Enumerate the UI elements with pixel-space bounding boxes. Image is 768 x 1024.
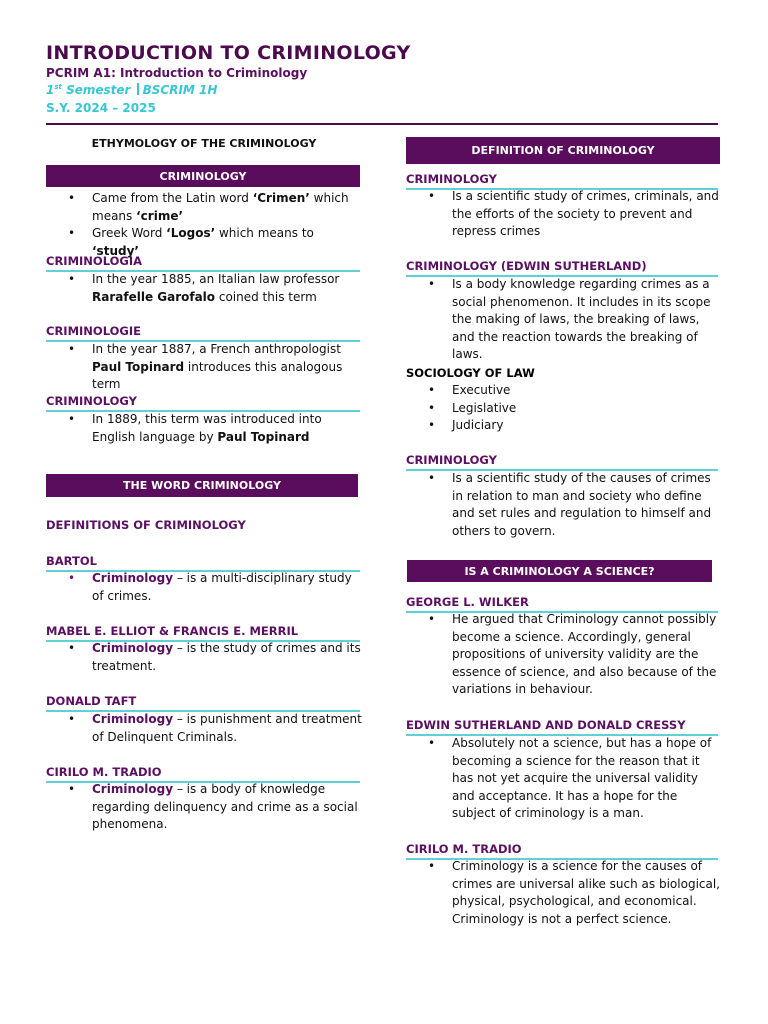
banner-is-criminology-a-science: IS A CRIMINOLOGY A SCIENCE? [407, 560, 712, 582]
section-criminology-right: CRIMINOLOGY [406, 172, 718, 190]
semester-suffix: st [54, 83, 62, 91]
criminology-right-list [406, 188, 722, 241]
list-item: • Criminology is a science for the causes of crimes are universal alike such as biological, physical, psychological, and economical. Criminology is not a perfect science. [406, 858, 722, 928]
section-george-wilker: GEORGE L. WILKER [406, 595, 718, 613]
list-item: • Is a scientific study of the causes of crimes in relation to man and society who define and set rules and regulation to himself and others to govern. [406, 470, 722, 540]
elliot-merril-list [46, 640, 362, 675]
section-criminologie: CRIMINOLOGIE [46, 324, 360, 342]
etymology-heading: ETHYMOLOGY OF THE CRIMINOLOGY [91, 137, 317, 150]
banner-the-word-criminology: THE WORD CRIMINOLOGY [46, 474, 358, 497]
semester-word: Semester [66, 83, 131, 97]
list-item: • Is a scientific study of crimes, criminals, and the efforts of the society to prevent and repress crimes [406, 188, 722, 241]
section-elliot-merril: MABEL E. ELLIOT & FRANCIS E. MERRIL [46, 624, 360, 642]
criminologia-list [46, 271, 362, 306]
list-item: • Legislative [406, 400, 722, 418]
criminologie-list [46, 341, 362, 394]
section-code: BSCRIM 1H [142, 83, 218, 97]
list-item: • He argued that Criminology cannot possibly become a science. Accordingly, general propositions of university validity are the essence of science, and also because of the variations in behaviour. [406, 611, 722, 699]
course-title: PCRIM A1: Introduction to Criminology [46, 66, 308, 80]
list-item: • Criminology – is punishment and treatment of Delinquent Criminals. [46, 711, 362, 746]
list-item: • In the year 1887, a French anthropologist Paul Topinard introduces this analogous term [46, 341, 362, 394]
list-item: • Judiciary [406, 417, 722, 435]
criminology-causes-list [406, 470, 722, 540]
section-criminologia: CRIMINOLOGIA [46, 254, 360, 272]
edwin-sutherland-list [406, 276, 722, 364]
list-item: • Is a body knowledge regarding crimes as a social phenomenon. It includes in its scope the making of laws, the breaking of laws, and the reaction towards the breaking of laws. [406, 276, 722, 364]
list-item: • Criminology – is the study of crimes and its treatment. [46, 640, 362, 675]
section-edwin-sutherland: CRIMINOLOGY (EDWIN SUTHERLAND) [406, 259, 718, 277]
list-item: • In 1889, this term was introduced into English language by Paul Topinard [46, 411, 362, 446]
list-item: • Absolutely not a science, but has a hope of becoming a science for the reason that it has not yet acquire the universal validity and acceptance. It has a hope for the subject of criminology is a man. [406, 735, 722, 823]
section-cirilo-tradio-right: CIRILO M. TRADIO [406, 842, 718, 860]
semester-number: 1 [46, 83, 55, 97]
criminology-origin-list [46, 190, 362, 260]
section-donald-taft: DONALD TAFT [46, 694, 360, 712]
definitions-heading: DEFINITIONS OF CRIMINOLOGY [46, 518, 246, 532]
header-rule [46, 123, 718, 125]
cirilo-tradio-right-list [406, 858, 722, 928]
semester-line [46, 83, 217, 97]
sociology-of-law-list [406, 382, 722, 435]
school-year: S.Y. 2024 – 2025 [46, 101, 156, 115]
george-wilker-list [406, 611, 722, 699]
banner-definition-of-criminology: DEFINITION OF CRIMINOLOGY [406, 137, 720, 164]
section-sutherland-cressy: EDWIN SUTHERLAND AND DONALD CRESSY [406, 718, 718, 736]
bartol-list [46, 570, 362, 605]
page-title: INTRODUCTION TO CRIMINOLOGY [46, 42, 411, 64]
list-item: • Criminology – is a multi-disciplinary study of crimes. [46, 570, 362, 605]
criminology-list [46, 411, 362, 446]
banner-criminology: CRIMINOLOGY [46, 165, 360, 187]
separator-bar [137, 83, 139, 95]
list-item: • In the year 1885, an Italian law professor Rarafelle Garofalo coined this term [46, 271, 362, 306]
section-criminology: CRIMINOLOGY [46, 394, 360, 412]
section-sociology-of-law: SOCIOLOGY OF LAW [406, 366, 535, 380]
section-criminology-causes: CRIMINOLOGY [406, 453, 718, 471]
section-bartol: BARTOL [46, 554, 360, 572]
list-item: • Executive [406, 382, 722, 400]
section-cirilo-tradio-left: CIRILO M. TRADIO [46, 765, 360, 783]
list-item: • Came from the Latin word ‘Crimen’ which means ‘crime’ [46, 190, 362, 225]
list-item: • Greek Word ‘Logos’ which means to ‘study’ [46, 225, 362, 260]
donald-taft-list [46, 711, 362, 746]
list-item: • Criminology – is a body of knowledge regarding delinquency and crime as a social phenomena. [46, 781, 362, 834]
cirilo-tradio-left-list [46, 781, 362, 834]
sutherland-cressy-list [406, 735, 722, 823]
